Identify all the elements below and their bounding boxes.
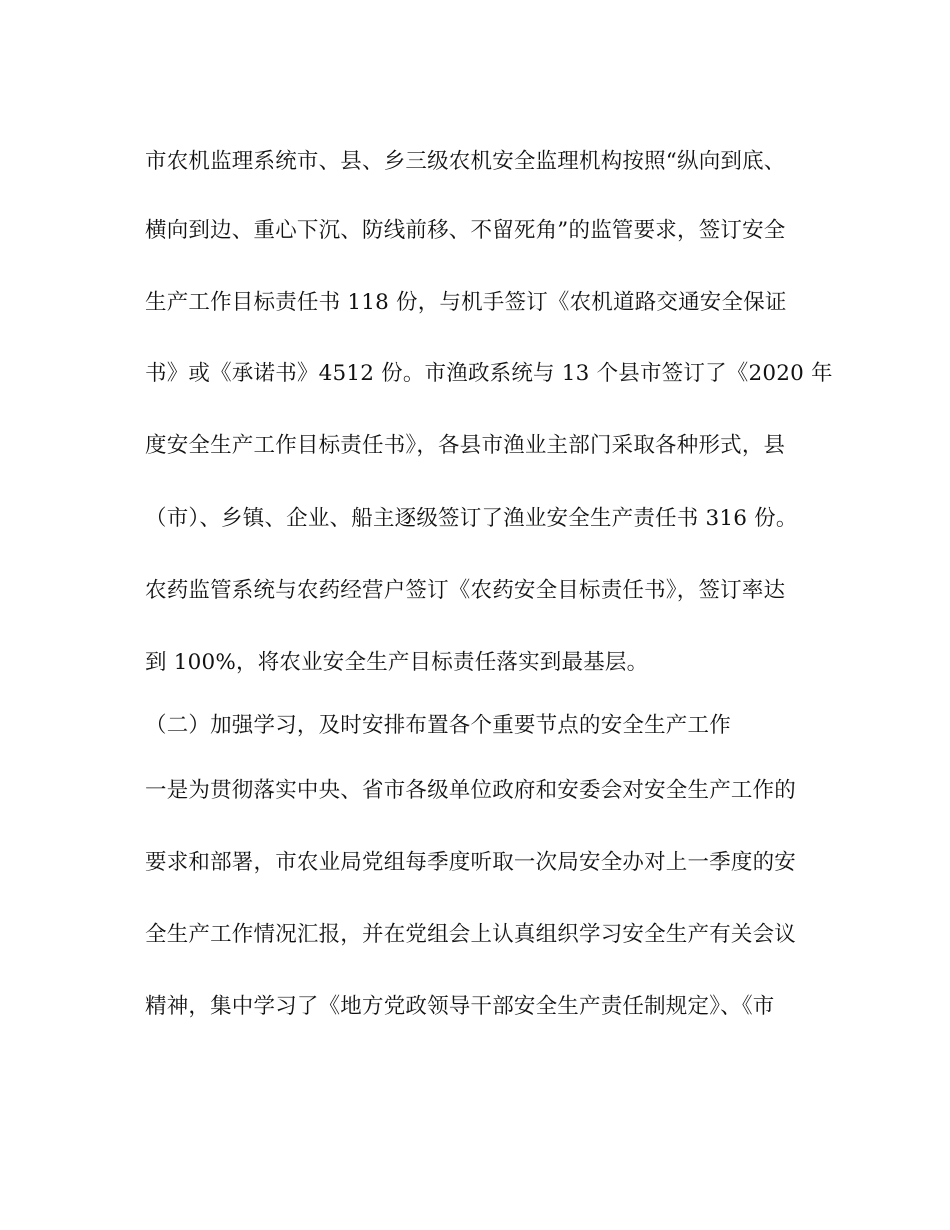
- paragraph-line: 生产工作目标责任书 118 份，与机手签订《农机道路交通安全保证: [145, 290, 787, 315]
- section-heading: （二）加强学习，及时安排布置各个重要节点的安全生产工作: [145, 713, 731, 738]
- paragraph-line: 横向到边、重心下沉、防线前移、不留死角”的监管要求，签订安全: [145, 218, 786, 243]
- paragraph-line: 全生产工作情况汇报，并在党组会上认真组织学习安全生产有关会议: [145, 922, 797, 947]
- paragraph-line: 市农机监理系统市、县、乡三级农机安全监理机构按照“纵向到底、: [145, 149, 786, 174]
- paragraph-line: （市）、乡镇、企业、船主逐级签订了渔业安全生产责任书 316 份。: [145, 506, 798, 531]
- paragraph-line: 精神，集中学习了《地方党政领导干部安全生产责任制规定》、《市: [145, 994, 775, 1019]
- paragraph-line: 书》或《承诺书》4512 份。市渔政系统与 13 个县市签订了《2020 年: [145, 361, 833, 386]
- paragraph-line: 度安全生产工作目标责任书》，各县市渔业主部门采取各种形式，县: [145, 433, 786, 458]
- paragraph-line: 一是为贯彻落实中央、省市各级单位政府和安委会对安全生产工作的: [145, 778, 797, 803]
- paragraph-line: 要求和部署，市农业局党组每季度听取一次局安全办对上一季度的安: [145, 850, 797, 875]
- paragraph-line: 农药监管系统与农药经营户签订《农药安全目标责任书》，签订率达: [145, 578, 786, 603]
- paragraph-line: 到 100%，将农业安全生产目标责任落实到最基层。: [145, 650, 649, 675]
